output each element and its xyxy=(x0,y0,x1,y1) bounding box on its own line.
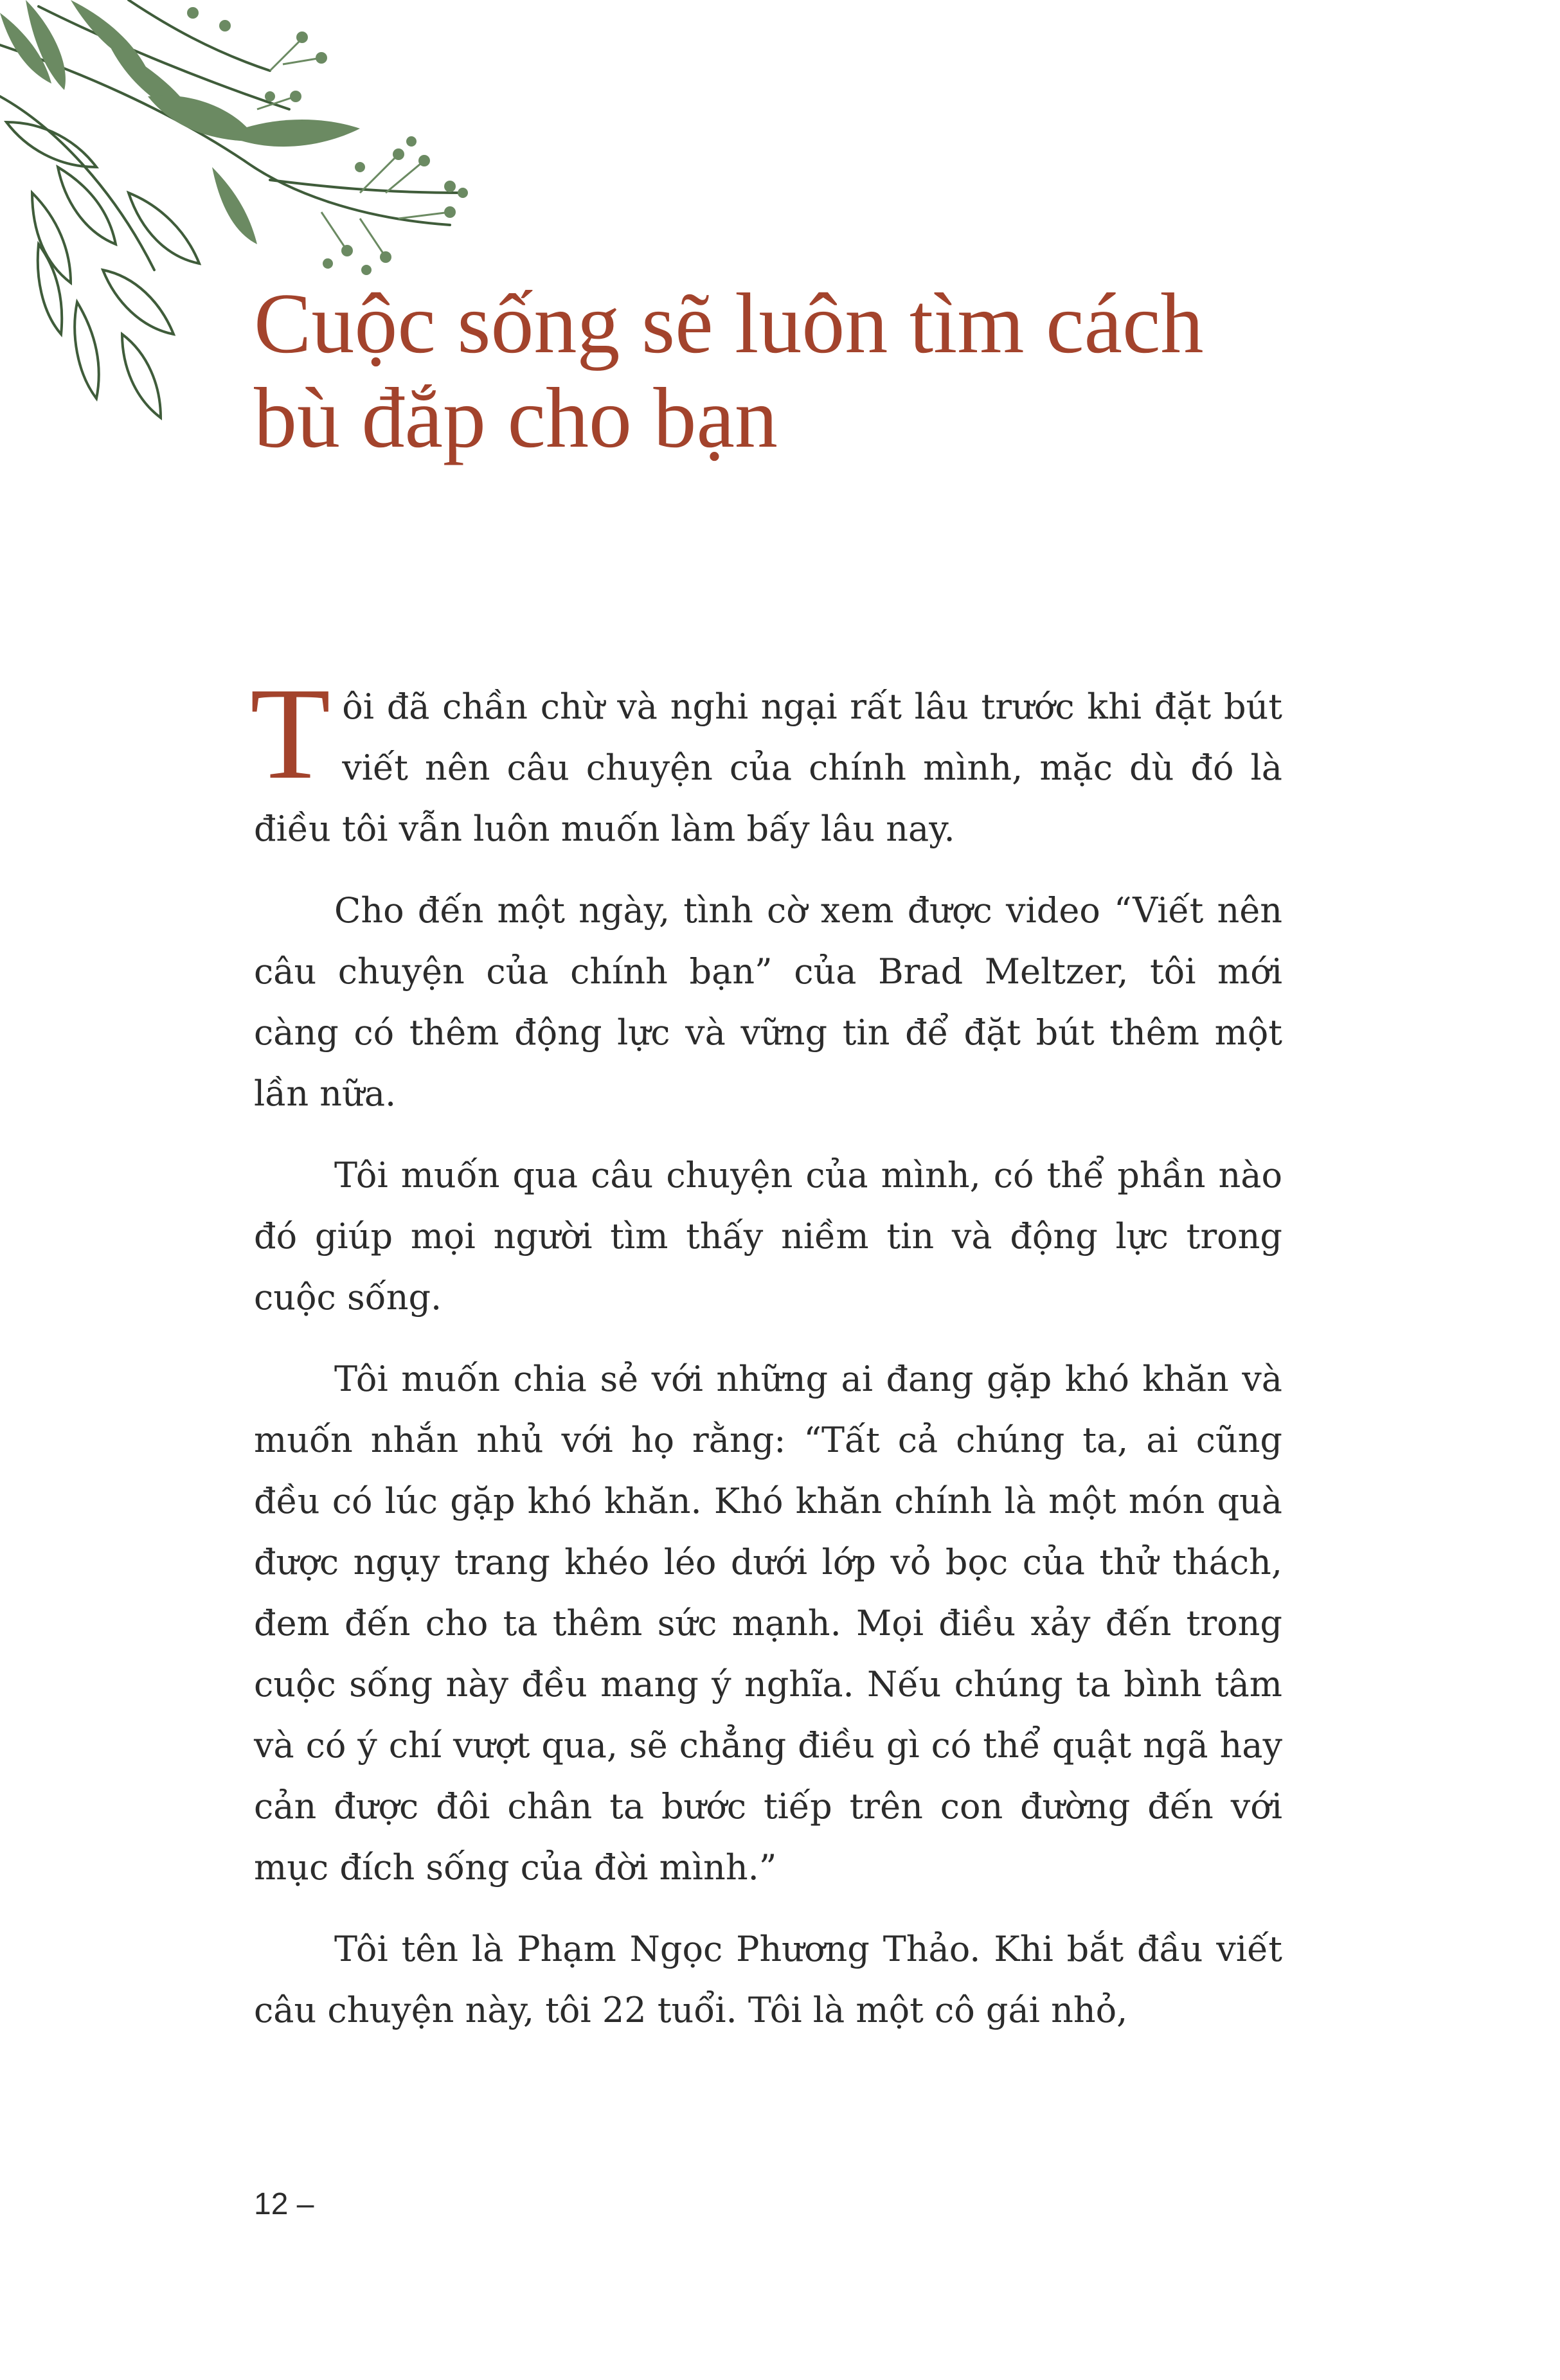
paragraph-2: Cho đến một ngày, tình cờ xem được video “Viết nên câu chuyện của chính bạn” của Brad Meltzer, tôi mới càng có thêm động lực và vững tin để đặt bút thêm một lần nữa. xyxy=(254,890,1282,1114)
paragraph-1-text: ôi đã chần chừ và nghi ngại rất lâu trước khi đặt bút viết nên câu chuyện của chính mình, mặc dù đó là điều tôi vẫn luôn muốn làm bấy lâu nay. xyxy=(254,686,1282,849)
drop-cap: T xyxy=(250,661,331,807)
paragraph-3: Tôi muốn qua câu chuyện của mình, có thể phần nào đó giúp mọi người tìm thấy niềm tin và động lực trong cuộc sống. xyxy=(254,1155,1282,1318)
chapter-title xyxy=(254,276,1347,465)
chapter-title-line-2: bù đắp cho bạn xyxy=(254,370,778,465)
page-number: 12 – xyxy=(254,2187,314,2221)
paragraph-5: Tôi tên là Phạm Ngọc Phương Thảo. Khi bắt đầu viết câu chuyện này, tôi 22 tuổi. Tôi là một cô gái nhỏ, xyxy=(254,1929,1282,2030)
paragraph-1 xyxy=(250,661,1282,859)
chapter-title-line-1: Cuộc sống sẽ luôn tìm cách xyxy=(254,276,1204,371)
chapter-body xyxy=(250,661,1282,2061)
paragraph-4: Tôi muốn chia sẻ với những ai đang gặp khó khăn và muốn nhắn nhủ với họ rằng: “Tất cả chúng ta, ai cũng đều có lúc gặp khó khăn. Khó khăn chính là một món quà được ngụy trang khéo léo dưới lớp vỏ bọc của thử thách, đem đến cho ta thêm sức mạnh. Mọi điều xảy đến trong cuộc sống này đều mang ý nghĩa. Nếu chúng ta bình tâm và có ý chí vượt qua, sẽ chẳng điều gì có thể quật ngã hay cản được đôi chân ta bước tiếp trên con đường đến với mục đích sống của đời mình.” xyxy=(254,1359,1282,1888)
